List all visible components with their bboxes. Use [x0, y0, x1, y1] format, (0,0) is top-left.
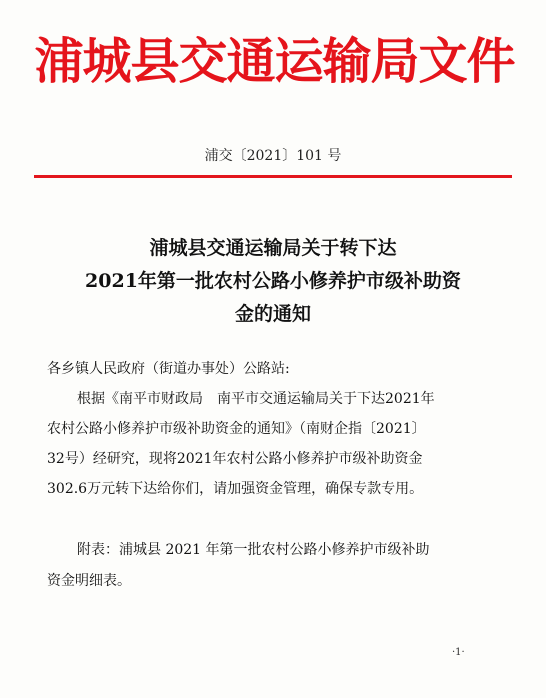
document-number: 浦交〔2021〕101 号 [204, 148, 342, 164]
body-line-4: 302.6万元转下达给你们，请加强资金管理，确保专款专用。 [47, 481, 424, 497]
red-divider-line [34, 175, 512, 178]
attachment-line-2: 资金明细表。 [47, 573, 131, 589]
body-line-2: 农村公路小修养护市级补助资金的通知》（南财企指〔2021〕 [47, 421, 426, 437]
title-line-2: 2021年第一批农村公路小修养护市级补助资 [85, 270, 461, 292]
document-title [40, 232, 506, 331]
title-line-3: 金的通知 [234, 303, 311, 325]
addressee: 各乡镇人民政府（街道办事处）公路站: [47, 361, 290, 377]
page-number: ·1· [452, 647, 465, 658]
document-header: 浦城县交通运输局文件 [34, 33, 515, 90]
title-line-1: 浦城县交通运输局关于转下达 [149, 237, 397, 259]
body-line-3: 32号）经研究，现将2021年农村公路小修养护市级补助资金 [47, 451, 423, 467]
attachment-line-1: 附表：浦城县 2021 年第一批农村公路小修养护市级补助 [77, 542, 430, 558]
body-line-1: 根据《南平市财政局 南平市交通运输局关于下达2021年 [77, 391, 435, 407]
